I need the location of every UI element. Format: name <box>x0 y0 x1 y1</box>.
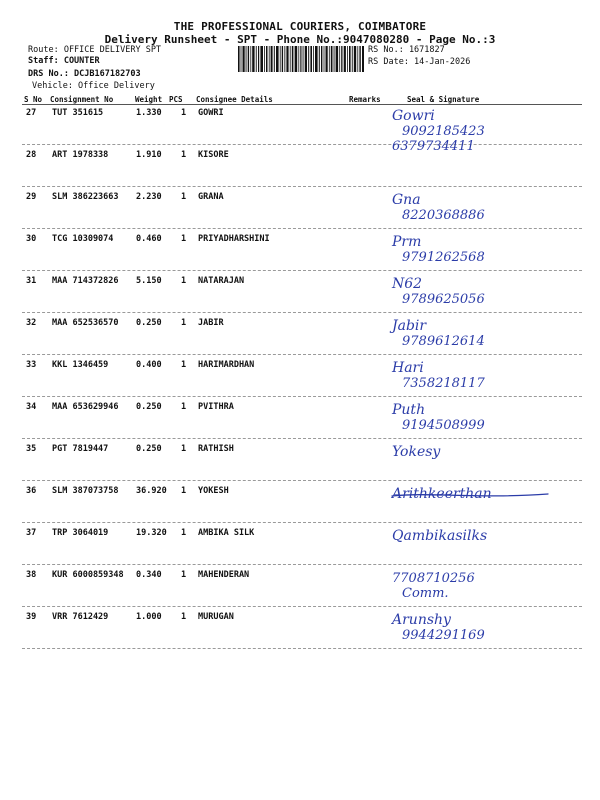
handwritten-signature-text: 9944291169 <box>402 628 485 643</box>
col-sno: S No <box>24 95 43 104</box>
row-sno: 30 <box>26 234 37 244</box>
row-sno: 39 <box>26 612 37 622</box>
row-sno: 38 <box>26 570 37 580</box>
row-sno: 35 <box>26 444 37 454</box>
row-consignee: KISORE <box>198 150 229 160</box>
handwritten-signature-text: Prm <box>392 234 422 250</box>
row-pcs: 1 <box>181 234 187 244</box>
row-weight: 1.330 <box>136 108 162 118</box>
col-remarks: Remarks <box>349 95 381 104</box>
col-seal-signature: Seal & Signature <box>407 95 480 104</box>
company-title: THE PROFESSIONAL COURIERS, COIMBATORE <box>173 20 427 33</box>
row-consignment-no: MAA 714372826 <box>52 276 119 286</box>
runsheet-subtitle: Delivery Runsheet - SPT - Phone No.:9047080280 - Page No.:3 <box>104 33 496 46</box>
row-consignee: GOWRI <box>198 108 224 118</box>
row-sno: 28 <box>26 150 37 160</box>
row-pcs: 1 <box>181 444 187 454</box>
row-weight: 0.460 <box>136 234 162 244</box>
row-consignment-no: TRP 3064019 <box>52 528 109 538</box>
row-weight: 1.910 <box>136 150 162 160</box>
row-consignee: HARIMARDHAN <box>198 360 255 370</box>
row-pcs: 1 <box>181 318 187 328</box>
row-sno: 33 <box>26 360 37 370</box>
row-pcs: 1 <box>181 402 187 412</box>
row-weight: 0.250 <box>136 318 162 328</box>
row-pcs: 1 <box>181 360 187 370</box>
row-weight: 2.230 <box>136 192 162 202</box>
staff-label: Staff: COUNTER <box>28 56 100 66</box>
row-sno: 36 <box>26 486 37 496</box>
handwritten-signature-text: 9194508999 <box>402 418 485 433</box>
rs-number: RS No.: 1671827 <box>368 45 445 55</box>
row-pcs: 1 <box>181 528 187 538</box>
row-sno: 27 <box>26 108 37 118</box>
handwritten-signature-text: 6379734411 <box>392 139 475 154</box>
row-pcs: 1 <box>181 276 187 286</box>
row-sno: 37 <box>26 528 37 538</box>
row-consignment-no: PGT 7819447 <box>52 444 109 454</box>
handwritten-signature-text: Comm. <box>402 586 449 601</box>
handwritten-signature-text: 7358218117 <box>402 376 485 391</box>
row-pcs: 1 <box>181 570 187 580</box>
row-consignment-no: KKL 1346459 <box>52 360 109 370</box>
handwritten-signature-text: 7708710256 <box>392 571 475 586</box>
row-weight: 1.000 <box>136 612 162 622</box>
row-consignee: PRIYADHARSHINI <box>198 234 270 244</box>
handwritten-signature-text: Yokesy <box>392 444 441 460</box>
drs-number: DRS No.: DCJB167182703 <box>28 69 141 79</box>
row-weight: 0.250 <box>136 444 162 454</box>
row-pcs: 1 <box>181 192 187 202</box>
col-consignee: Consignee Details <box>196 95 273 104</box>
row-consignee: YOKESH <box>198 486 229 496</box>
handwritten-signature-text: 9092185423 <box>402 124 485 139</box>
row-sno: 34 <box>26 402 37 412</box>
handwritten-signature-text: N62 <box>392 276 423 292</box>
row-consignment-no: KUR 6000859348 <box>52 570 124 580</box>
route-label: Route: OFFICE DELIVERY SPT <box>28 45 162 55</box>
row-consignment-no: ART 1978338 <box>52 150 109 160</box>
vehicle-label: Vehicle: Office Delivery <box>32 81 155 91</box>
handwritten-signature-text: 9791262568 <box>402 250 485 265</box>
handwritten-signature-text: Qambikasilks <box>392 528 488 544</box>
row-weight: 36.920 <box>136 486 167 496</box>
row-consignee: JABIR <box>198 318 224 328</box>
row-sno: 31 <box>26 276 37 286</box>
col-pcs: PCS <box>169 95 183 104</box>
row-consignment-no: SLM 386223663 <box>52 192 119 202</box>
row-consignment-no: TUT 351615 <box>52 108 104 118</box>
handwritten-signature-text: 9789625056 <box>402 292 485 307</box>
row-pcs: 1 <box>181 486 187 496</box>
row-pcs: 1 <box>181 150 187 160</box>
row-consignment-no: VRR 7612429 <box>52 612 109 622</box>
row-consignment-no: MAA 652536570 <box>52 318 119 328</box>
row-weight: 0.250 <box>136 402 162 412</box>
handwritten-signature-text: Puth <box>392 402 426 418</box>
handwritten-signature-text: Arunshy <box>392 612 451 628</box>
row-consignee: MURUGAN <box>198 612 234 622</box>
handwritten-signature-text: Gna <box>392 192 421 208</box>
row-consignment-no: MAA 653629946 <box>52 402 119 412</box>
row-weight: 19.320 <box>136 528 167 538</box>
row-pcs: 1 <box>181 108 187 118</box>
handwritten-signature-text: Arithkeerthan <box>392 486 492 502</box>
row-consignment-no: TCG 10309074 <box>52 234 114 244</box>
row-consignment-no: SLM 387073758 <box>52 486 119 496</box>
handwritten-signature-text: Jabir <box>392 318 427 334</box>
row-consignee: MAHENDERAN <box>198 570 250 580</box>
row-weight: 0.400 <box>136 360 162 370</box>
handwritten-signature-text: Hari <box>392 360 424 376</box>
row-consignee: AMBIKA SILK <box>198 528 255 538</box>
row-pcs: 1 <box>181 612 187 622</box>
row-consignee: GRANA <box>198 192 224 202</box>
col-weight: Weight <box>135 95 163 104</box>
row-sno: 29 <box>26 192 37 202</box>
rs-date: RS Date: 14-Jan-2026 <box>368 57 471 67</box>
row-sno: 32 <box>26 318 37 328</box>
row-weight: 0.340 <box>136 570 162 580</box>
row-consignee: RATHISH <box>198 444 234 454</box>
col-consignment: Consignment No <box>50 95 114 104</box>
row-consignee: NATARAJAN <box>198 276 245 286</box>
row-consignee: PVITHRA <box>198 402 234 412</box>
handwritten-signature-text: 9789612614 <box>402 334 485 349</box>
row-weight: 5.150 <box>136 276 162 286</box>
handwritten-signature-text: 8220368886 <box>402 208 485 223</box>
handwritten-signature-text: Gowri <box>392 108 435 124</box>
